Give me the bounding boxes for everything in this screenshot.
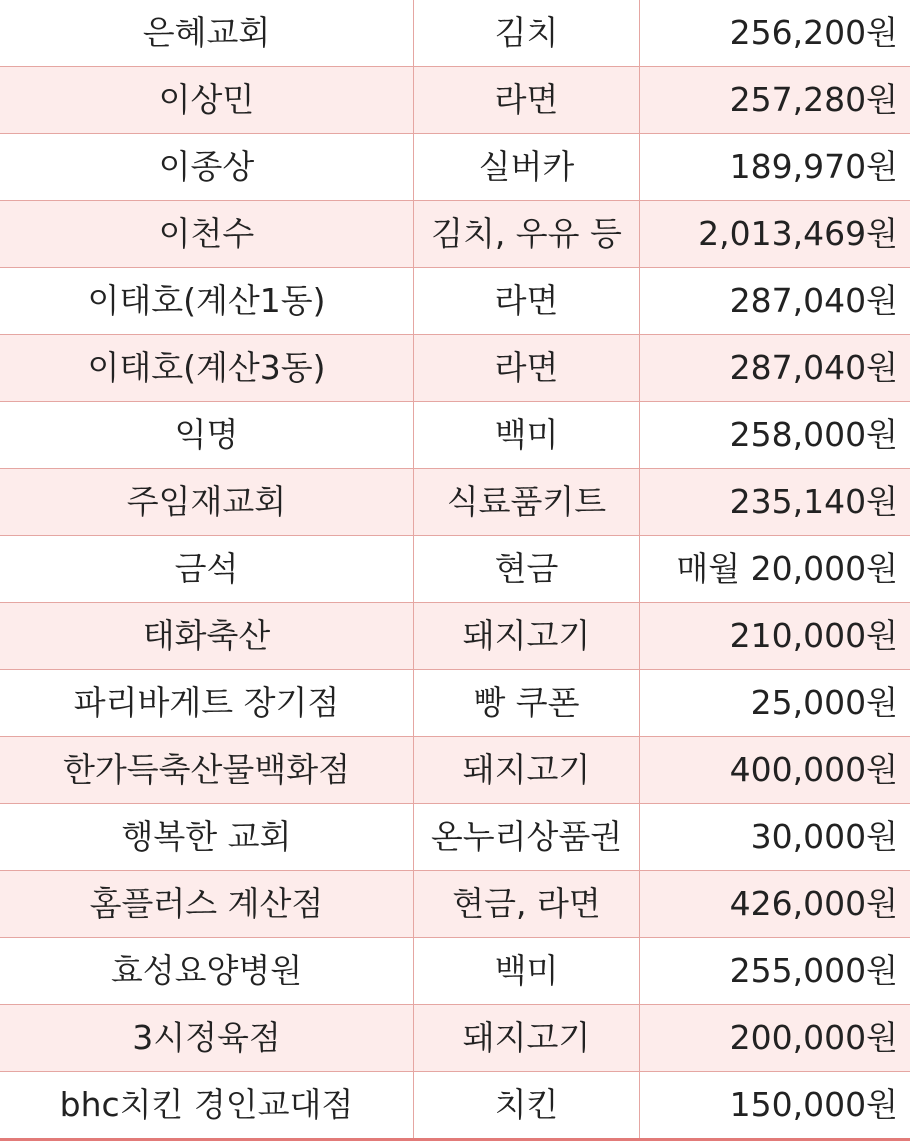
amount-cell: 287,040원	[640, 335, 910, 402]
table-row	[0, 134, 910, 201]
item-cell: 라면	[414, 335, 640, 402]
amount-cell: 256,200원	[640, 0, 910, 67]
table-row	[0, 737, 910, 804]
table-row	[0, 335, 910, 402]
amount-cell: 매월 20,000원	[640, 536, 910, 603]
table-row	[0, 201, 910, 268]
amount-cell: 235,140원	[640, 469, 910, 536]
item-cell: 현금	[414, 536, 640, 603]
donor-cell: 이태호(계산1동)	[0, 268, 414, 335]
table-row	[0, 536, 910, 603]
donor-cell: 행복한 교회	[0, 804, 414, 871]
item-cell: 돼지고기	[414, 1005, 640, 1072]
table-row	[0, 871, 910, 938]
donor-cell: 익명	[0, 402, 414, 469]
table-row	[0, 603, 910, 670]
item-cell: 치킨	[414, 1072, 640, 1140]
donor-cell: 홈플러스 계산점	[0, 871, 414, 938]
item-cell: 백미	[414, 938, 640, 1005]
donor-cell: bhc치킨 경인교대점	[0, 1072, 414, 1140]
table-row	[0, 1072, 910, 1140]
donor-cell: 3시정육점	[0, 1005, 414, 1072]
donor-cell: 파리바게트 장기점	[0, 670, 414, 737]
table-row	[0, 67, 910, 134]
table-row	[0, 804, 910, 871]
amount-cell: 426,000원	[640, 871, 910, 938]
amount-cell: 287,040원	[640, 268, 910, 335]
item-cell: 돼지고기	[414, 737, 640, 804]
amount-cell: 30,000원	[640, 804, 910, 871]
item-cell: 라면	[414, 268, 640, 335]
table-row	[0, 670, 910, 737]
item-cell: 라면	[414, 67, 640, 134]
donor-cell: 주임재교회	[0, 469, 414, 536]
donor-cell: 효성요양병원	[0, 938, 414, 1005]
donor-cell: 금석	[0, 536, 414, 603]
donor-cell: 이상민	[0, 67, 414, 134]
item-cell: 돼지고기	[414, 603, 640, 670]
donor-cell: 이천수	[0, 201, 414, 268]
table-row	[0, 0, 910, 67]
donor-cell: 이종상	[0, 134, 414, 201]
amount-cell: 258,000원	[640, 402, 910, 469]
amount-cell: 200,000원	[640, 1005, 910, 1072]
item-cell: 실버카	[414, 134, 640, 201]
donor-cell: 이태호(계산3동)	[0, 335, 414, 402]
donor-cell: 은혜교회	[0, 0, 414, 67]
item-cell: 식료품키트	[414, 469, 640, 536]
item-cell: 빵 쿠폰	[414, 670, 640, 737]
donor-cell: 한가득축산물백화점	[0, 737, 414, 804]
amount-cell: 25,000원	[640, 670, 910, 737]
table-row	[0, 469, 910, 536]
item-cell: 김치, 우유 등	[414, 201, 640, 268]
amount-cell: 255,000원	[640, 938, 910, 1005]
donor-cell: 태화축산	[0, 603, 414, 670]
table-row	[0, 1005, 910, 1072]
amount-cell: 400,000원	[640, 737, 910, 804]
table-row	[0, 938, 910, 1005]
table-row	[0, 268, 910, 335]
amount-cell: 189,970원	[640, 134, 910, 201]
item-cell: 온누리상품권	[414, 804, 640, 871]
item-cell: 김치	[414, 0, 640, 67]
amount-cell: 210,000원	[640, 603, 910, 670]
item-cell: 백미	[414, 402, 640, 469]
table-row	[0, 402, 910, 469]
item-cell: 현금, 라면	[414, 871, 640, 938]
amount-cell: 150,000원	[640, 1072, 910, 1140]
amount-cell: 257,280원	[640, 67, 910, 134]
amount-cell: 2,013,469원	[640, 201, 910, 268]
